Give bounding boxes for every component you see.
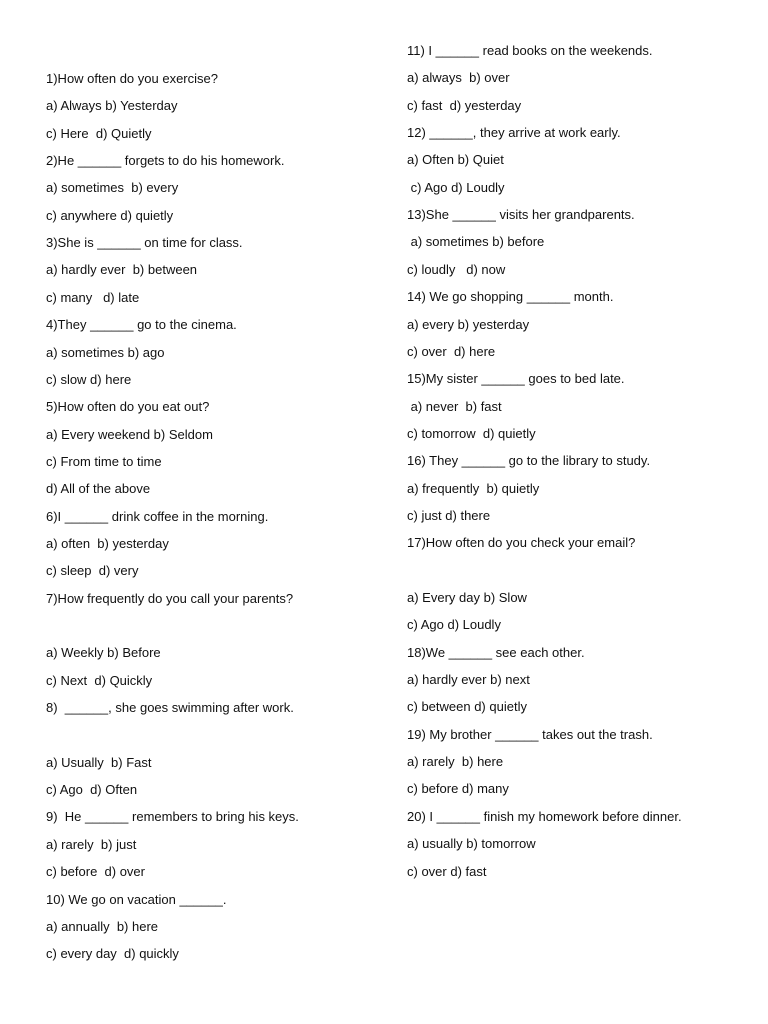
worksheet-line: c) From time to time bbox=[46, 453, 162, 469]
worksheet-line: 5)How often do you eat out? bbox=[46, 399, 210, 415]
worksheet-line: c) every day d) quickly bbox=[46, 946, 179, 962]
worksheet-line: a) Weekly b) Before bbox=[46, 645, 161, 661]
worksheet-line: 9) He ______ remembers to bring his keys. bbox=[46, 809, 299, 825]
worksheet-line: c) Ago d) Loudly bbox=[407, 617, 501, 633]
worksheet-line: 16) They ______ go to the library to study. bbox=[407, 453, 651, 469]
worksheet-line: a) often b) yesterday bbox=[46, 535, 169, 551]
worksheet-line: 2)He ______ forgets to do his homework. bbox=[46, 153, 285, 169]
worksheet-line: a) annually b) here bbox=[46, 918, 159, 934]
worksheet-line: c) Ago d) Often bbox=[46, 782, 138, 798]
worksheet-line: c) tomorrow d) quietly bbox=[407, 425, 536, 441]
worksheet-line: 17)How often do you check your email? bbox=[407, 535, 636, 551]
worksheet-line: a) Always b) Yesterday bbox=[46, 98, 178, 114]
worksheet-line: 3)She is ______ on time for class. bbox=[46, 235, 243, 251]
worksheet-line: 10) We go on vacation ______. bbox=[46, 891, 227, 907]
worksheet-line: 20) I ______ finish my homework before dinner. bbox=[407, 808, 682, 824]
worksheet-line: a) Usually b) Fast bbox=[46, 754, 152, 770]
worksheet-line: a) always b) over bbox=[407, 70, 510, 86]
worksheet-line: a) rarely b) just bbox=[46, 836, 137, 852]
worksheet-line: c) over d) fast bbox=[407, 863, 487, 879]
worksheet-line: c) anywhere d) quietly bbox=[46, 207, 174, 223]
worksheet-line: c) fast d) yesterday bbox=[407, 97, 522, 113]
worksheet-line: c) many d) late bbox=[46, 289, 140, 305]
worksheet-line: a) usually b) tomorrow bbox=[407, 836, 536, 852]
worksheet-line: c) loudly d) now bbox=[407, 261, 506, 277]
worksheet-line: 15)My sister ______ goes to bed late. bbox=[407, 371, 625, 387]
worksheet-line: 12) ______, they arrive at work early. bbox=[407, 125, 621, 141]
worksheet-line: c) slow d) here bbox=[46, 371, 132, 387]
worksheet-line: a) frequently b) quietly bbox=[407, 480, 540, 496]
worksheet-line: c) between d) quietly bbox=[407, 699, 527, 715]
worksheet-line: c) over d) here bbox=[407, 343, 496, 359]
worksheet-line: a) rarely b) here bbox=[407, 754, 504, 770]
worksheet-line: c) Here d) Quietly bbox=[46, 125, 152, 141]
worksheet-line: a) sometimes b) every bbox=[46, 180, 179, 196]
worksheet-line: c) sleep d) very bbox=[46, 563, 139, 579]
worksheet-line: a) Every day b) Slow bbox=[407, 590, 527, 605]
worksheet-line: 4)They ______ go to the cinema. bbox=[46, 317, 237, 333]
worksheet-line: c) before d) over bbox=[46, 864, 145, 880]
worksheet-line: d) All of the above bbox=[46, 481, 151, 497]
worksheet-line: 8) ______, she goes swimming after work. bbox=[46, 700, 294, 716]
worksheet-line: a) sometimes b) before bbox=[407, 234, 545, 250]
worksheet-line: 6)I ______ drink coffee in the morning. bbox=[46, 508, 269, 524]
worksheet-line: 14) We go shopping ______ month. bbox=[407, 289, 614, 305]
worksheet-line: c) Next d) Quickly bbox=[46, 672, 153, 688]
worksheet-line: a) sometimes b) ago bbox=[46, 344, 165, 360]
worksheet-line: c) Ago d) Loudly bbox=[407, 179, 505, 195]
worksheet-line: a) every b) yesterday bbox=[407, 316, 530, 332]
worksheet-line: a) hardly ever b) next bbox=[407, 672, 530, 688]
worksheet-line: 19) My brother ______ takes out the trash. bbox=[407, 726, 653, 742]
worksheet-line: 11) I ______ read books on the weekends. bbox=[407, 43, 653, 58]
worksheet-line: 7)How frequently do you call your parents? bbox=[46, 590, 294, 606]
worksheet-line: a) never b) fast bbox=[407, 398, 502, 414]
worksheet-line: 13)She ______ visits her grandparents. bbox=[407, 207, 635, 223]
worksheet-line: 1)How often do you exercise? bbox=[46, 71, 218, 86]
worksheet-line: a) hardly ever b) between bbox=[46, 262, 198, 278]
worksheet-line: a) Every weekend b) Seldom bbox=[46, 426, 213, 442]
worksheet-line: c) just d) there bbox=[407, 507, 491, 523]
worksheet-line: c) before d) many bbox=[407, 781, 509, 797]
worksheet-line: a) Often b) Quiet bbox=[407, 152, 504, 168]
worksheet-line: 18)We ______ see each other. bbox=[407, 644, 585, 660]
